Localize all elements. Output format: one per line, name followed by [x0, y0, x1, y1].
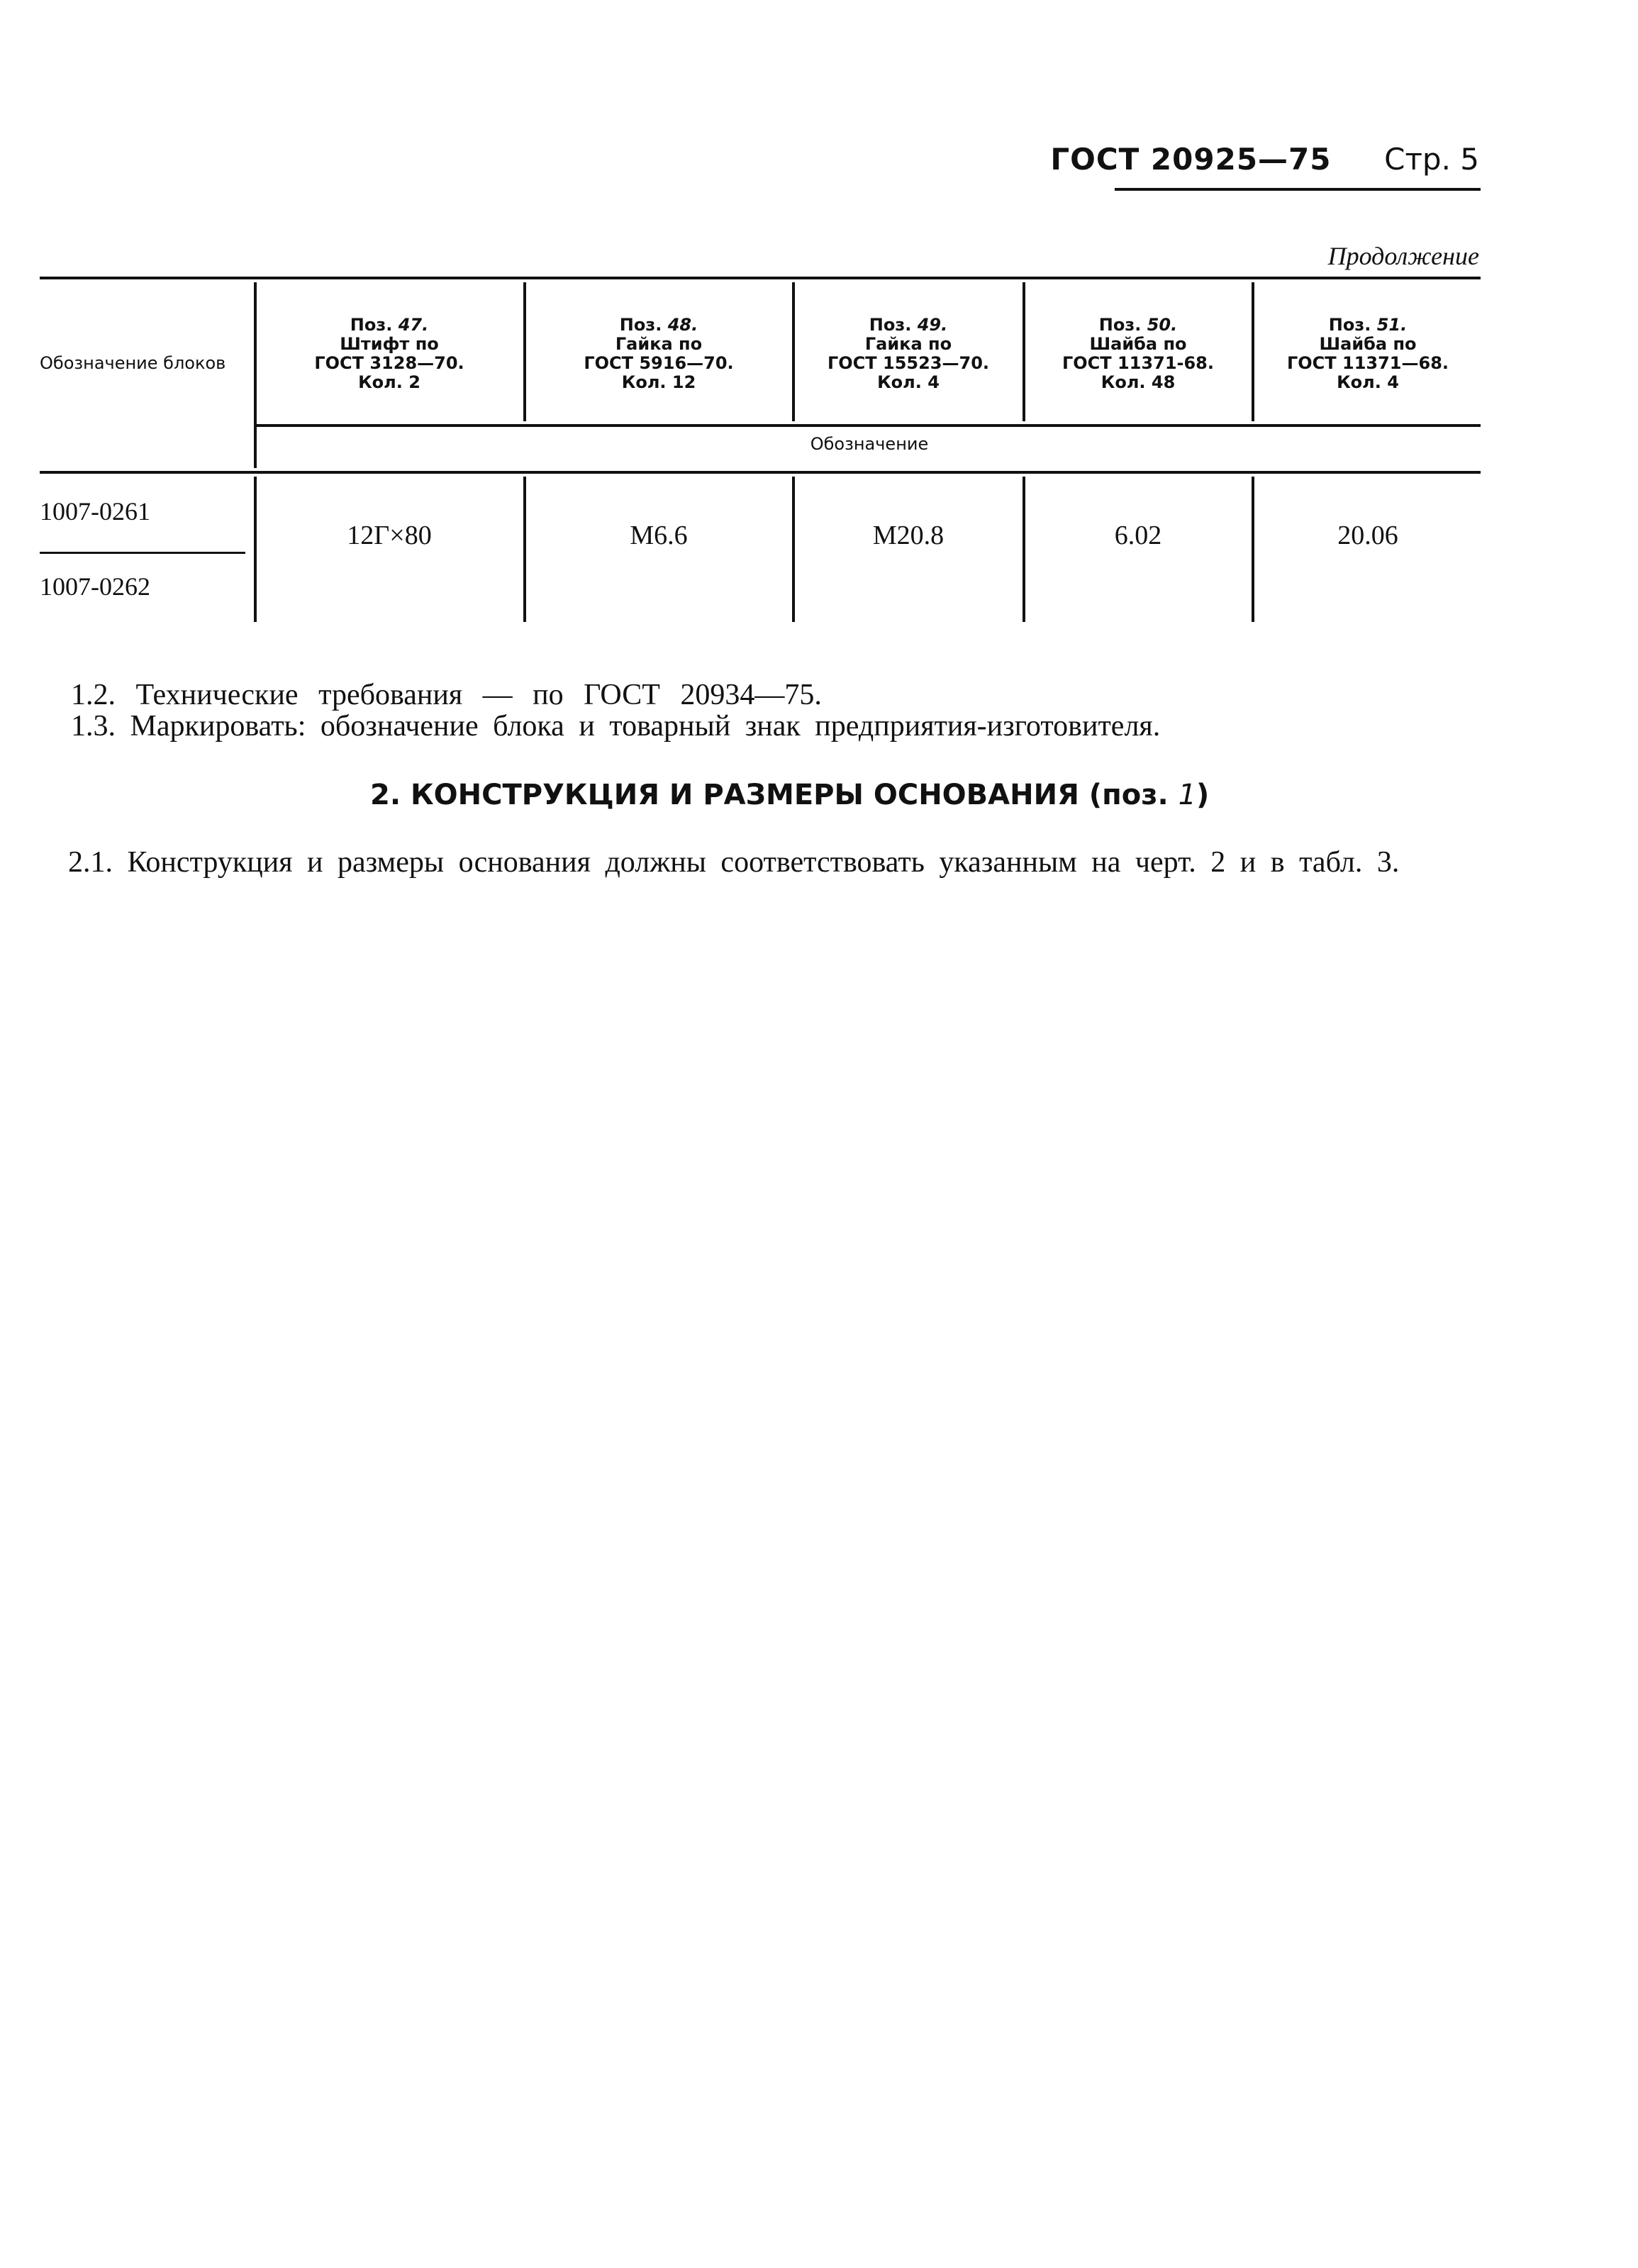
page-header: [1050, 142, 1479, 177]
pos-label: Поз.: [869, 315, 912, 335]
standard-number: ГОСТ 20925—75: [1050, 142, 1332, 177]
pos-number: 51.: [1376, 315, 1408, 335]
column-header: [796, 316, 1020, 392]
header-line: Кол. 12: [621, 372, 696, 392]
section-title: 2. КОНСТРУКЦИЯ И РАЗМЕРЫ ОСНОВАНИЯ (поз.: [370, 779, 1169, 811]
pos-number: 49.: [917, 315, 948, 335]
pos-label: Поз.: [1098, 315, 1142, 335]
col-divider: [792, 282, 795, 421]
table-cell: 12Г×80: [347, 521, 432, 550]
group-header-rule: [255, 424, 1481, 427]
table-cell: 6.02: [1114, 521, 1162, 550]
paragraph-2-1: 2.1. Конструкция и размеры основания должны соответствовать указанным на черт. 2 и в табл. 3.: [68, 846, 1400, 879]
section-close: ): [1196, 779, 1210, 811]
section-position: 1: [1178, 779, 1197, 811]
table-cell: М20.8: [872, 521, 945, 550]
header-line: ГОСТ 3128—70.: [314, 353, 464, 373]
column-header: [1256, 316, 1480, 392]
continuation-label: Продолжение: [1327, 242, 1479, 270]
col-divider: [523, 282, 526, 421]
col-divider: [523, 477, 526, 622]
header-line: Гайка по: [615, 334, 703, 354]
pos-label: Поз.: [619, 315, 662, 335]
pos-number: 50.: [1147, 315, 1178, 335]
header-line: ГОСТ 11371-68.: [1062, 353, 1214, 373]
col-divider: [1023, 477, 1025, 622]
pos-label: Поз.: [1328, 315, 1371, 335]
table-top-rule: [40, 277, 1481, 279]
row-label: 1007-0261: [40, 497, 150, 526]
paragraph-1-3: 1.3. Маркировать: обозначение блока и товарный знак предприятия-изготовителя.: [71, 710, 1161, 743]
page-number: Стр. 5: [1384, 142, 1479, 177]
header-line: Кол. 48: [1101, 372, 1176, 392]
header-line: Кол. 2: [358, 372, 420, 392]
col-divider: [1252, 282, 1254, 421]
header-line: Кол. 4: [877, 372, 940, 392]
header-rule: [1115, 188, 1481, 191]
header-line: Кол. 4: [1337, 372, 1399, 392]
section-heading: [370, 779, 1209, 811]
table-cell: М6.6: [630, 521, 688, 550]
row-label: 1007-0262: [40, 572, 150, 601]
column-header: [258, 316, 520, 392]
table-cell: 20.06: [1337, 521, 1398, 550]
header-line: Гайка по: [864, 334, 952, 354]
row-divider: [40, 552, 245, 554]
group-header: Обозначение: [810, 434, 929, 454]
header-line: ГОСТ 15523—70.: [827, 353, 990, 373]
pos-number: 47.: [398, 315, 429, 335]
col-divider: [1023, 282, 1025, 421]
col-divider: [254, 282, 257, 468]
pos-label: Поз.: [350, 315, 393, 335]
header-bottom-rule: [40, 471, 1481, 474]
col-divider: [254, 477, 257, 622]
paragraph-1-2: 1.2. Технические требования — по ГОСТ 20934—75.: [71, 679, 822, 711]
header-line: ГОСТ 11371—68.: [1286, 353, 1449, 373]
header-line: Штифт по: [340, 334, 439, 354]
col-divider: [792, 477, 795, 622]
designation-col-header: Обозначение блоков: [40, 353, 226, 373]
pos-number: 48.: [667, 315, 698, 335]
header-line: Шайба по: [1089, 334, 1187, 354]
header-line: Шайба по: [1319, 334, 1417, 354]
column-header: [1027, 316, 1249, 392]
col-divider: [1252, 477, 1254, 622]
header-line: ГОСТ 5916—70.: [584, 353, 734, 373]
column-header: [528, 316, 790, 392]
